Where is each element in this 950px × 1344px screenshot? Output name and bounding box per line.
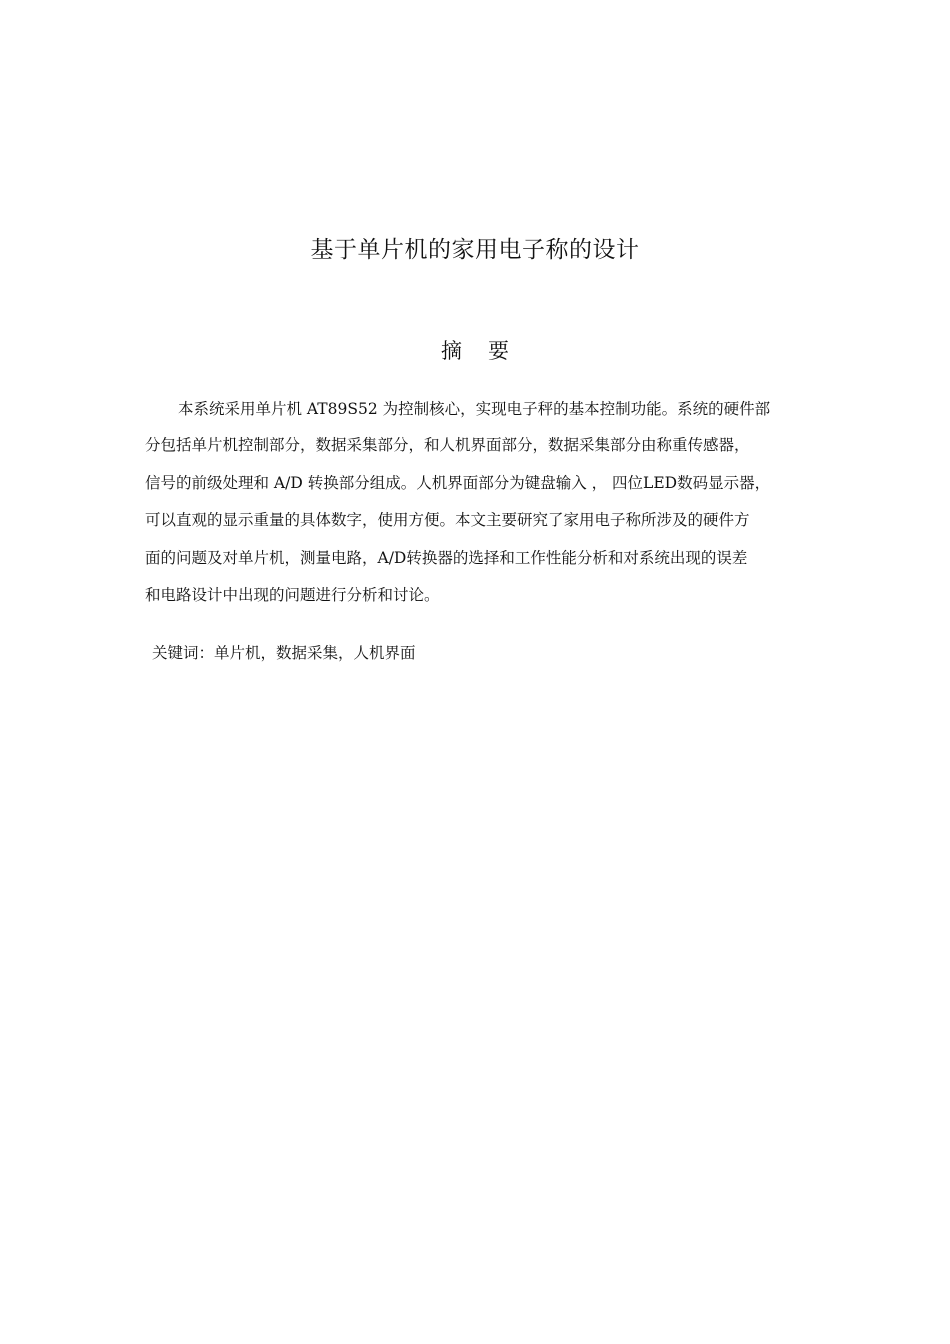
- abstract-heading: 摘要: [441, 339, 535, 363]
- abstract-line: 可以直观的显示重量的具体数字，使用方便。本文主要研究了家用电子称所涉及的硬件方: [145, 511, 750, 529]
- keywords-line: 关键词：单片机，数据采集，人机界面: [152, 644, 416, 662]
- abstract-line: 信号的前级处理和 A/D 转换部分组成。人机界面部分为键盘输入 ， 四位LED数码显示器，: [145, 474, 771, 492]
- document-title: 基于单片机的家用电子称的设计: [310, 237, 640, 263]
- abstract-line: 分包括单片机控制部分，数据采集部分，和人机界面部分，数据采集部分由称重传感器，: [145, 436, 750, 454]
- abstract-line: 本系统采用单片机 AT89S52 为控制核心，实现电子秤的基本控制功能。系统的硬件部: [178, 400, 771, 418]
- abstract-line: 和电路设计中出现的问题进行分析和讨论。: [145, 586, 440, 604]
- abstract-line: 面的问题及对单片机，测量电路，A/D转换器的选择和工作性能分析和对系统出现的误差: [145, 549, 748, 567]
